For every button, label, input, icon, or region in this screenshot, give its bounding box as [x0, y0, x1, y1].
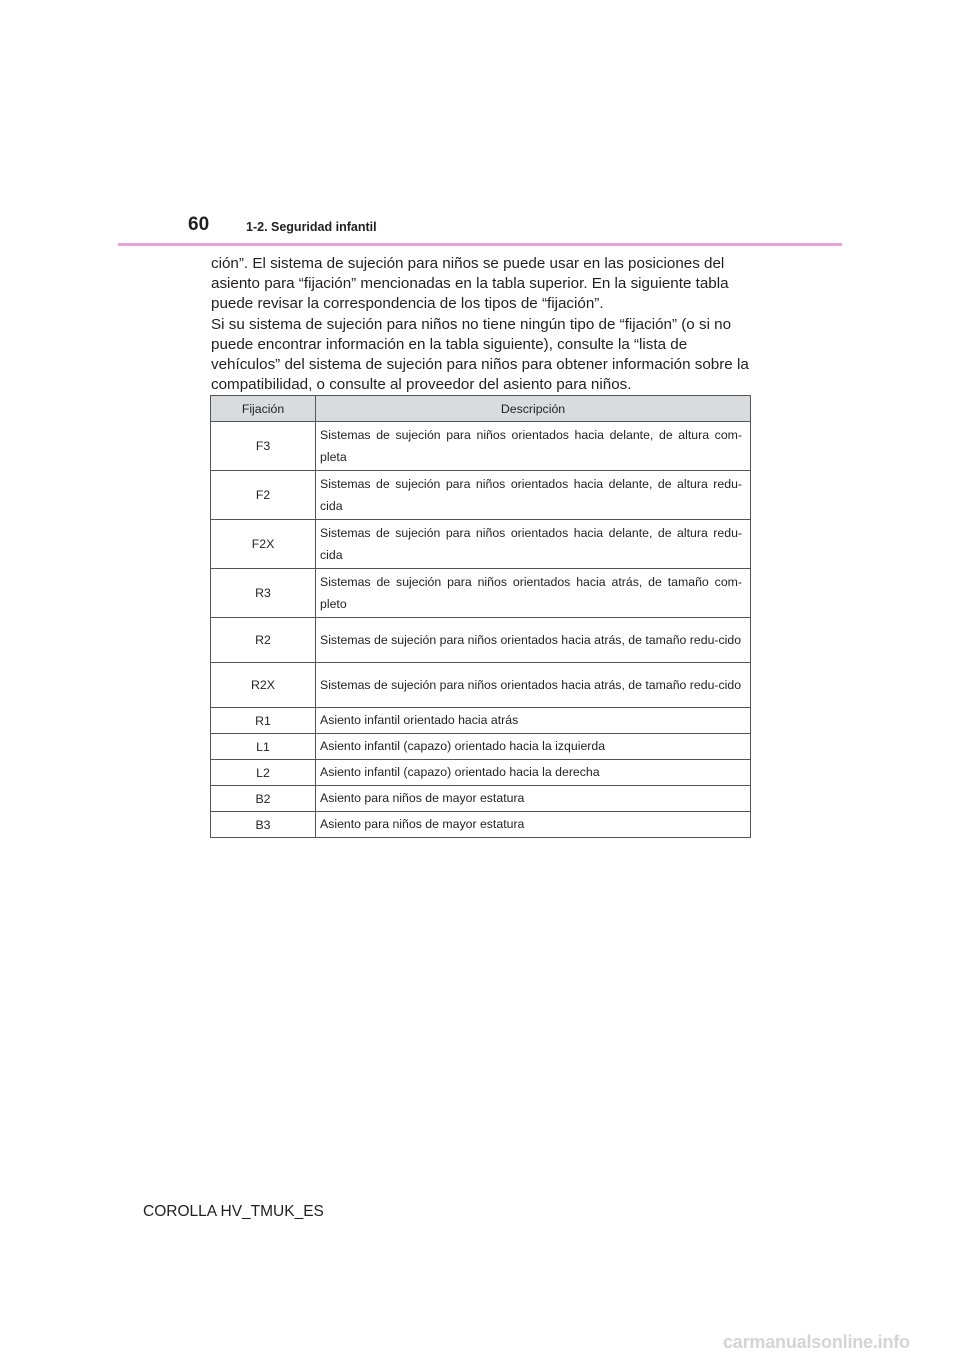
row-code: F2 — [211, 471, 316, 520]
row-description: Sistemas de sujeción para niños orientados hacia delante, de altura com-pleta — [316, 422, 751, 471]
row-description: Sistemas de sujeción para niños orientados hacia delante, de altura redu-cida — [316, 471, 751, 520]
watermark: carmanualsonline.info — [723, 1332, 910, 1352]
row-code: R2 — [211, 618, 316, 663]
header-rule — [118, 243, 842, 246]
table-row — [211, 618, 751, 663]
column-header-fijacion: Fijación — [211, 396, 316, 422]
row-code: R2X — [211, 663, 316, 708]
column-header-descripcion: Descripción — [316, 396, 751, 422]
body-text — [211, 254, 756, 395]
table-row — [211, 471, 751, 520]
row-description: Asiento infantil (capazo) orientado hacia la derecha — [316, 760, 751, 786]
table-row — [211, 569, 751, 618]
row-description: Sistemas de sujeción para niños orientados hacia atrás, de tamaño redu-cido — [316, 618, 751, 663]
row-code: B3 — [211, 812, 316, 838]
row-code: R3 — [211, 569, 316, 618]
paragraph-1: ción”. El sistema de sujeción para niños se puede usar en las posiciones del asiento para “fijación” mencionadas en la tabla superior. En la siguiente tabla puede revisar la correspondencia de los tipos de “fijación”. — [211, 255, 729, 313]
page-number: 60 — [188, 214, 210, 235]
footer-model-code: COROLLA HV_TMUK_ES — [143, 1203, 324, 1220]
table-row — [211, 708, 751, 734]
table-row — [211, 520, 751, 569]
table-header-row — [211, 396, 751, 422]
row-description: Asiento infantil orientado hacia atrás — [316, 708, 751, 734]
table-row — [211, 786, 751, 812]
row-description: Sistemas de sujeción para niños orientados hacia delante, de altura redu-cida — [316, 520, 751, 569]
section-title: 1-2. Seguridad infantil — [246, 220, 377, 234]
row-description: Asiento infantil (capazo) orientado hacia la izquierda — [316, 734, 751, 760]
table-row — [211, 812, 751, 838]
row-description: Asiento para niños de mayor estatura — [316, 812, 751, 838]
table-row — [211, 734, 751, 760]
row-code: L1 — [211, 734, 316, 760]
row-description: Sistemas de sujeción para niños orientados hacia atrás, de tamaño redu-cido — [316, 663, 751, 708]
row-description: Sistemas de sujeción para niños orientados hacia atrás, de tamaño com-pleto — [316, 569, 751, 618]
row-description: Asiento para niños de mayor estatura — [316, 786, 751, 812]
row-code: B2 — [211, 786, 316, 812]
fixation-table — [210, 395, 751, 838]
table-row — [211, 422, 751, 471]
row-code: L2 — [211, 760, 316, 786]
table-row — [211, 760, 751, 786]
table-row — [211, 663, 751, 708]
paragraph-2: Si su sistema de sujeción para niños no tiene ningún tipo de “fijación” (o si no puede encontrar información en la tabla siguiente), consulte la “lista de vehículos” del sistema de sujeción para niños para obtener información sobre la compatibilidad, o consulte al proveedor del asiento para niños. — [211, 315, 749, 394]
row-code: F3 — [211, 422, 316, 471]
row-code: F2X — [211, 520, 316, 569]
row-code: R1 — [211, 708, 316, 734]
